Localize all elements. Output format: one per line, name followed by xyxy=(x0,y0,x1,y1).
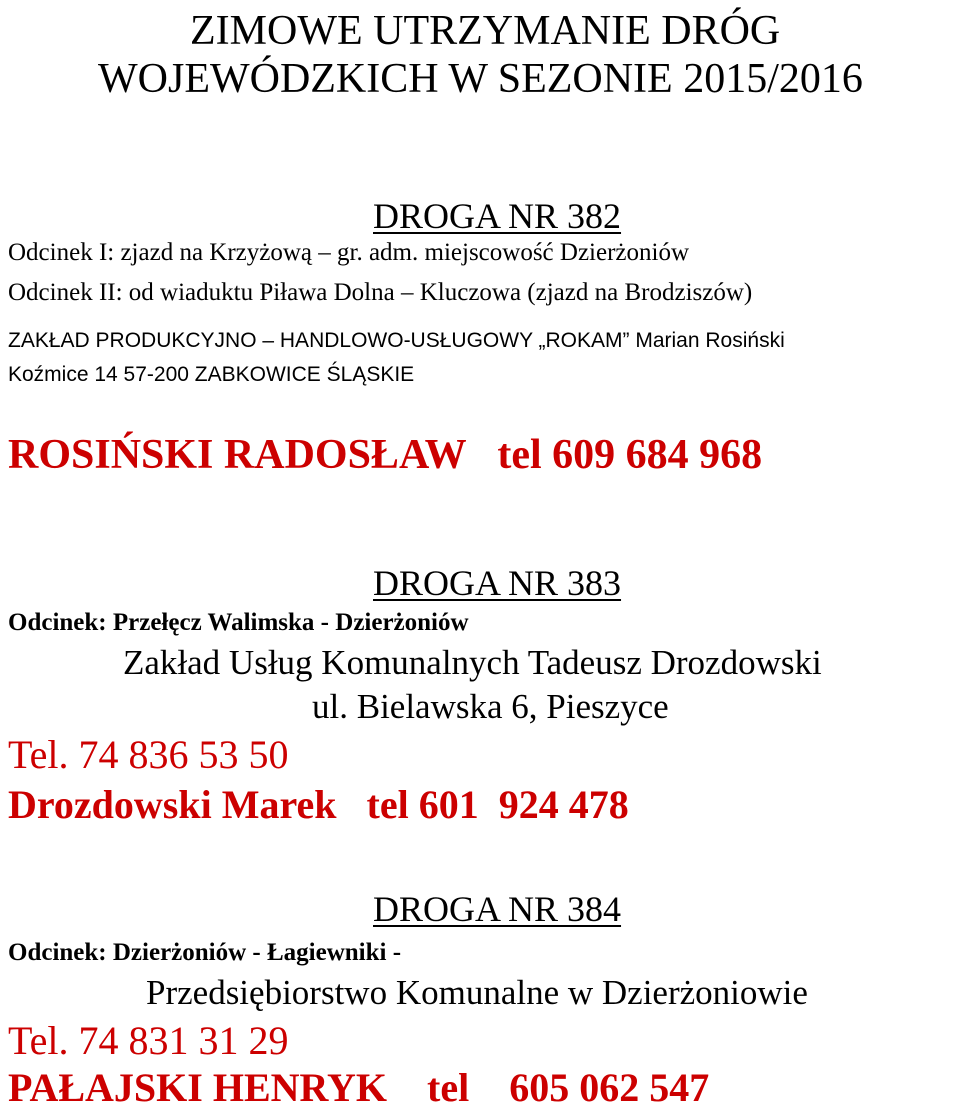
road-383-company: Zakład Usług Komunalnych Tadeusz Drozdowski xyxy=(123,643,822,682)
road-383-tel: Tel. 74 836 53 50 xyxy=(8,732,289,777)
road-384-tel: Tel. 74 831 31 29 xyxy=(8,1018,289,1063)
road-382-address: Koźmice 14 57-200 ZABKOWICE ŚLĄSKIE xyxy=(8,363,415,386)
document-title-line1: ZIMOWE UTRZYMANIE DRÓG xyxy=(190,8,781,54)
road-382-company: ZAKŁAD PRODUKCYJNO – HANDLOWO-USŁUGOWY „ROKAM” Marian Rosiński xyxy=(8,329,785,352)
document-title-line2: WOJEWÓDZKICH W SEZONIE 2015/2016 xyxy=(98,56,863,102)
road-383-address: ul. Bielawska 6, Pieszyce xyxy=(312,687,669,726)
road-382-section-2: Odcinek II: od wiaduktu Piława Dolna – Kluczowa (zjazd na Brodziszów) xyxy=(8,279,753,306)
road-384-company: Przedsiębiorstwo Komunalne w Dzierżoniowie xyxy=(146,973,808,1012)
road-383-contact: Drozdowski Marek tel 601 924 478 xyxy=(8,782,629,827)
road-384-section: Odcinek: Dzierżoniów - Łagiewniki - xyxy=(8,939,402,966)
road-382-section-1: Odcinek I: zjazd na Krzyżową – gr. adm. miejscowość Dzierżoniów xyxy=(8,239,690,266)
road-382-heading: DROGA NR 382 xyxy=(373,196,622,236)
road-383-section: Odcinek: Przełęcz Walimska - Dzierżoniów xyxy=(8,609,469,636)
road-382-contact: ROSIŃSKI RADOSŁAW tel 609 684 968 xyxy=(8,432,763,478)
road-384-contact: PAŁAJSKI HENRYK tel 605 062 547 xyxy=(8,1065,710,1110)
road-383-heading: DROGA NR 383 xyxy=(373,563,622,603)
road-384-heading: DROGA NR 384 xyxy=(373,889,622,929)
